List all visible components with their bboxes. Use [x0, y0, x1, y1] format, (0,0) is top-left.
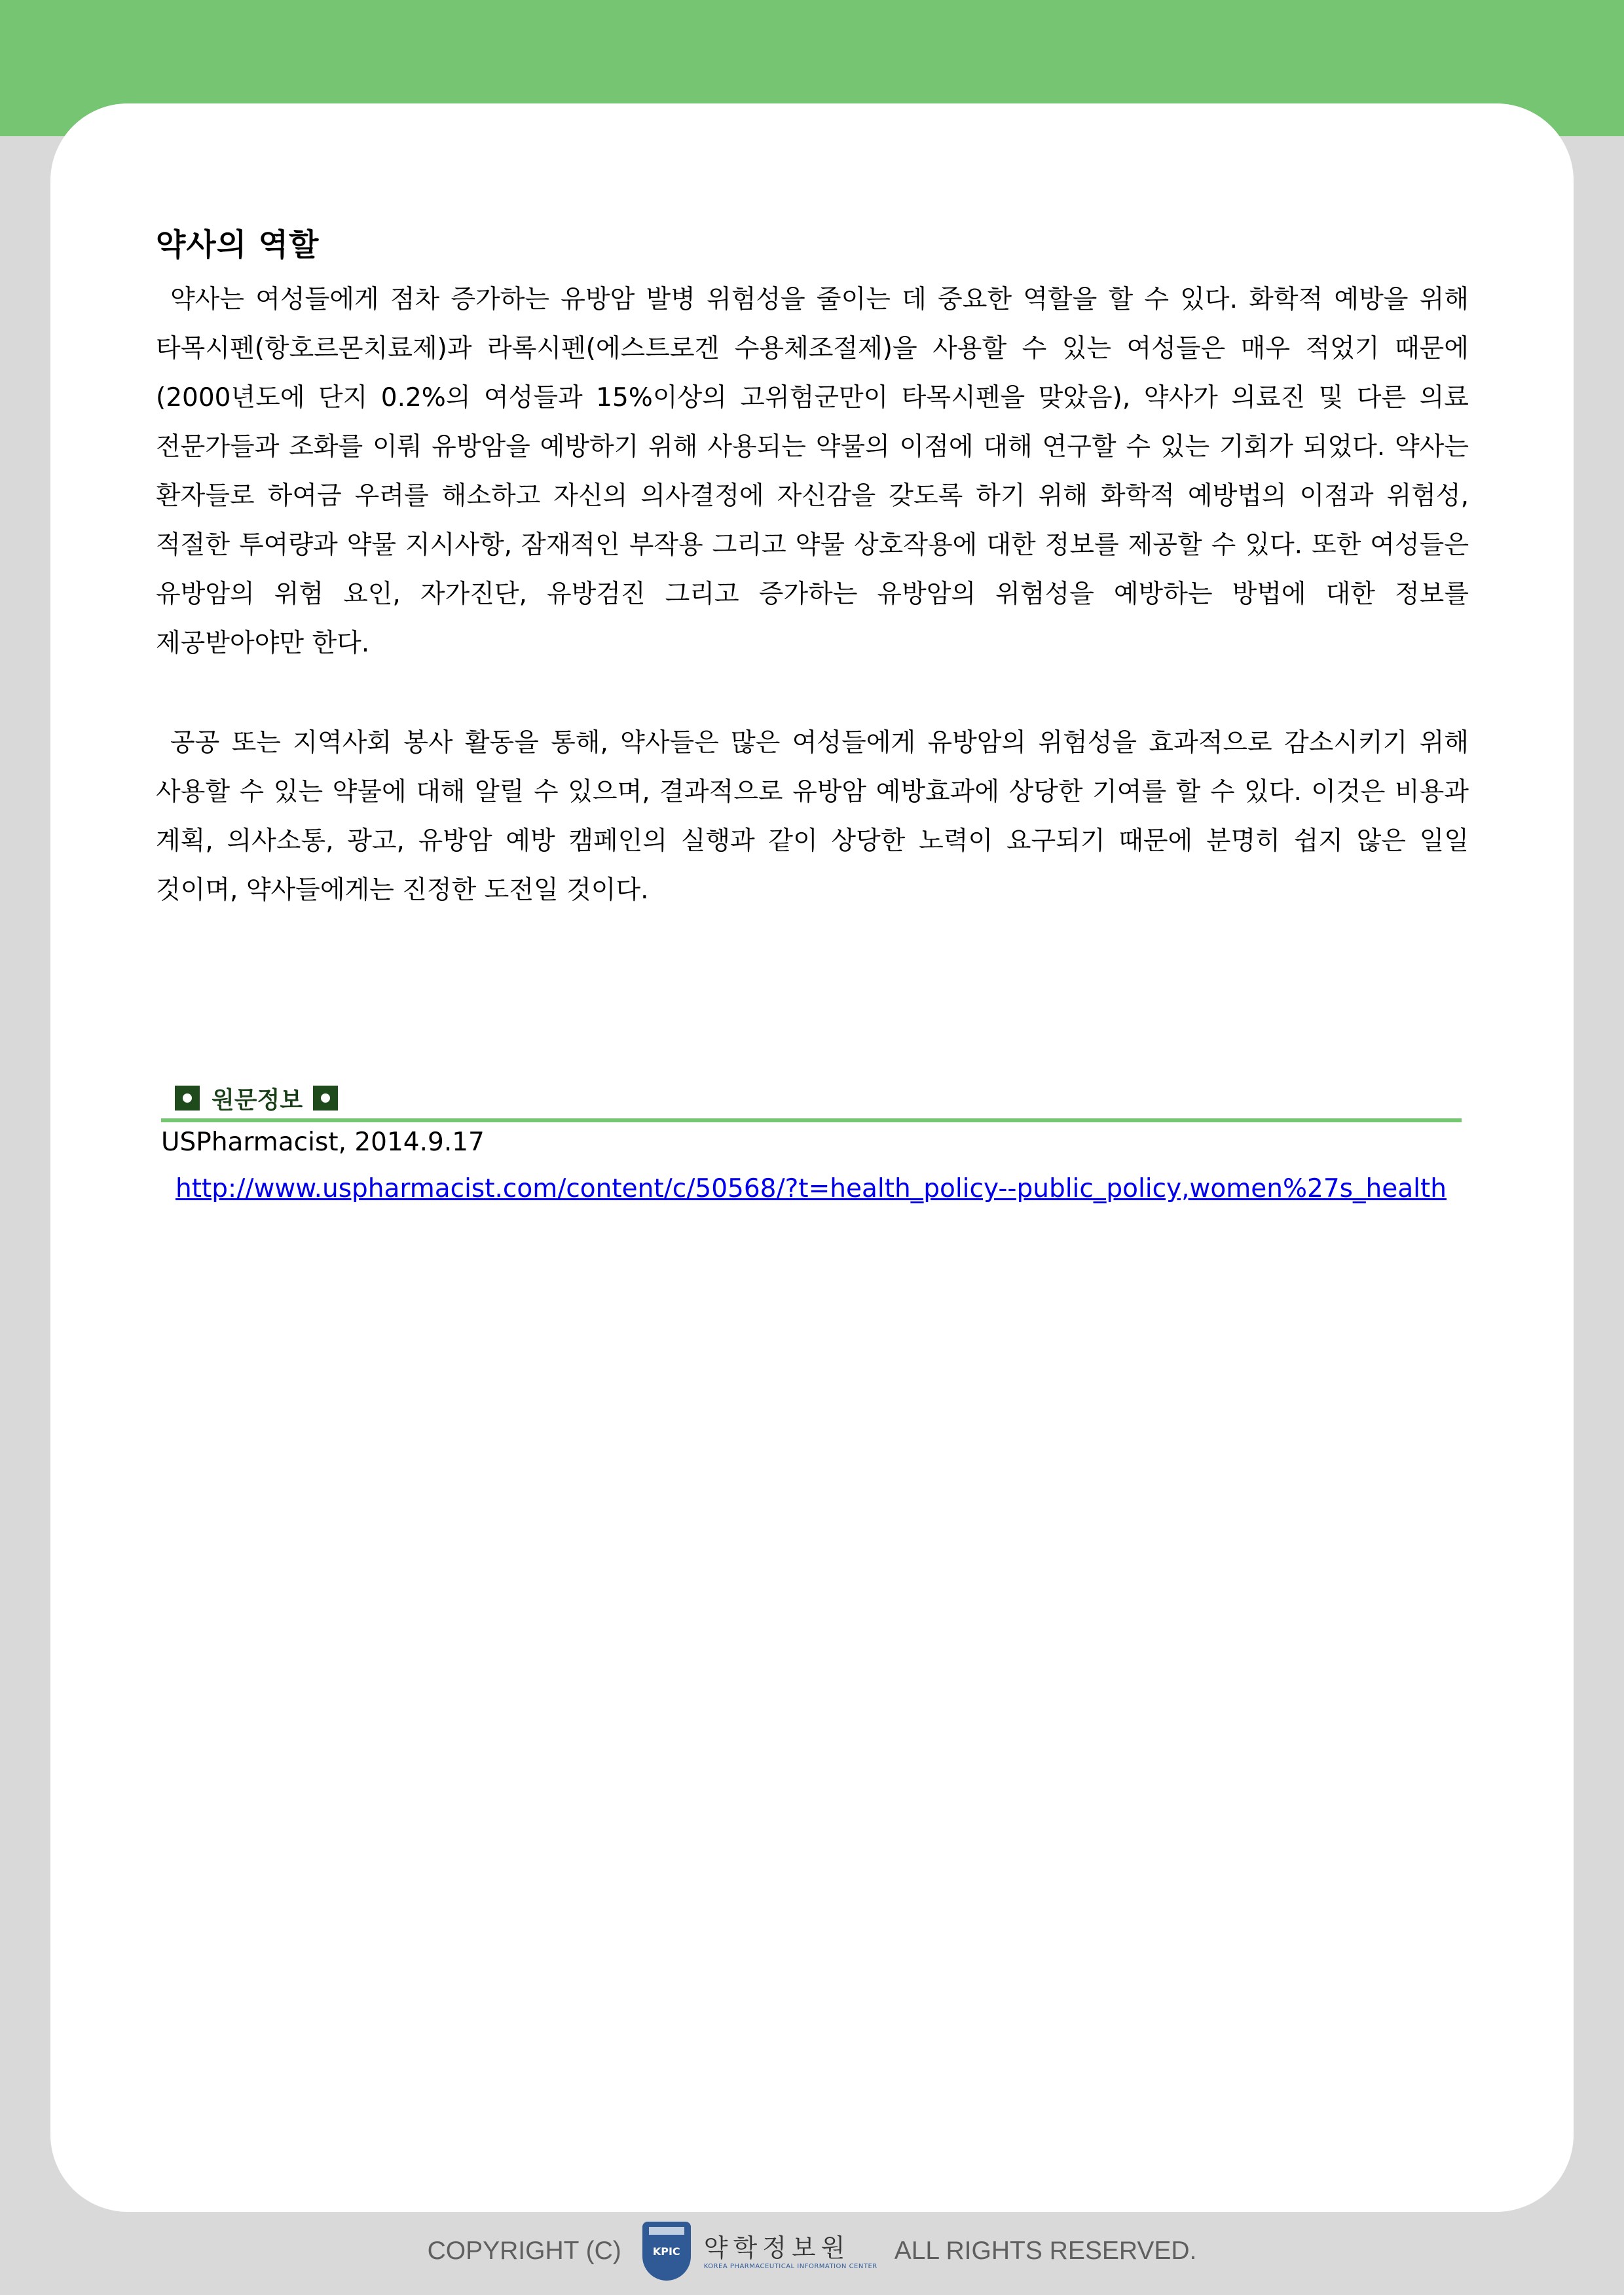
logo-korean-name: 약학정보원 [703, 2233, 851, 2262]
paragraph-1: 약사는 여성들에게 점차 증가하는 유방암 발병 위험성을 줄이는 데 중요한 역할을 할 수 있다. 화학적 예방을 위해 타목시펜(항호르몬치료제)과 라록시펜(에스트로겐 수용체조절제)을 사용할 수 있는 여성들은 매우 적었기 때문에(2000년도에 단지 0.2%의 여성들과 15%이상의 고위험군만이 타목시펜을 맞았음), 약사가 의료진 및 다른 의료 전문가들과 조화를 이뤄 유방암을 예방하기 위해 사용되는 약물의 이점에 대해 연구할 수 있는 기회가 되었다. 약사는 환자들로 하여금 우려를 해소하고 자신의 의사결정에 자신감을 갖도록 하기 위해 화학적 예방법의 이점과 위험성, 적절한 투여량과 약물 지시사항, 잠재적인 부작용 그리고 약물 상호작용에 대한 정보를 제공할 수 있다. 또한 여성들은 유방암의 위험 요인, 자가진단, 유방검진 그리고 증가하는 유방암의 위험성을 예방하는 방법에 대한 정보를 제공받아야만 한다. [156, 285, 1469, 658]
source-name: USPharmacist, 2014.9.17 [161, 1128, 485, 1157]
emblem-text: KPIC [652, 2245, 680, 2258]
bullet-square-icon [313, 1086, 338, 1111]
kpic-logo [642, 2222, 877, 2281]
logo-text [704, 2233, 877, 2270]
copyright-text: COPYRIGHT (C) [427, 2237, 621, 2265]
source-header [161, 1082, 1462, 1122]
source-info [161, 1082, 1462, 1209]
source-link[interactable]: http://www.uspharmacist.com/content/c/50568/?t=health_policy--public_policy,women%27s_health [175, 1174, 1447, 1203]
source-label: 원문정보 [212, 1086, 303, 1114]
bullet-square-icon [175, 1086, 200, 1111]
paragraph-2: 공공 또는 지역사회 봉사 활동을 통해, 약사들은 많은 여성들에게 유방암의 위험성을 효과적으로 감소시키기 위해 사용할 수 있는 약물에 대해 알릴 수 있으며, 결과적으로 유방암 예방효과에 상당한 기여를 할 수 있다. 이것은 비용과 계획, 의사소통, 광고, 유방암 예방 캠페인의 실행과 같이 상당한 노력이 요구되기 때문에 분명히 쉽지 않은 일일 것이며, 약사들에게는 진정한 도전일 것이다. [156, 728, 1469, 905]
kpic-emblem-icon [642, 2222, 691, 2281]
footer [0, 2225, 1624, 2277]
rights-text: ALL RIGHTS RESERVED. [894, 2237, 1197, 2265]
logo-english-name: KOREA PHARMACEUTICAL INFORMATION CENTER [703, 2262, 877, 2270]
section-title: 약사의 역할 [156, 227, 320, 263]
article-body [156, 223, 1469, 915]
